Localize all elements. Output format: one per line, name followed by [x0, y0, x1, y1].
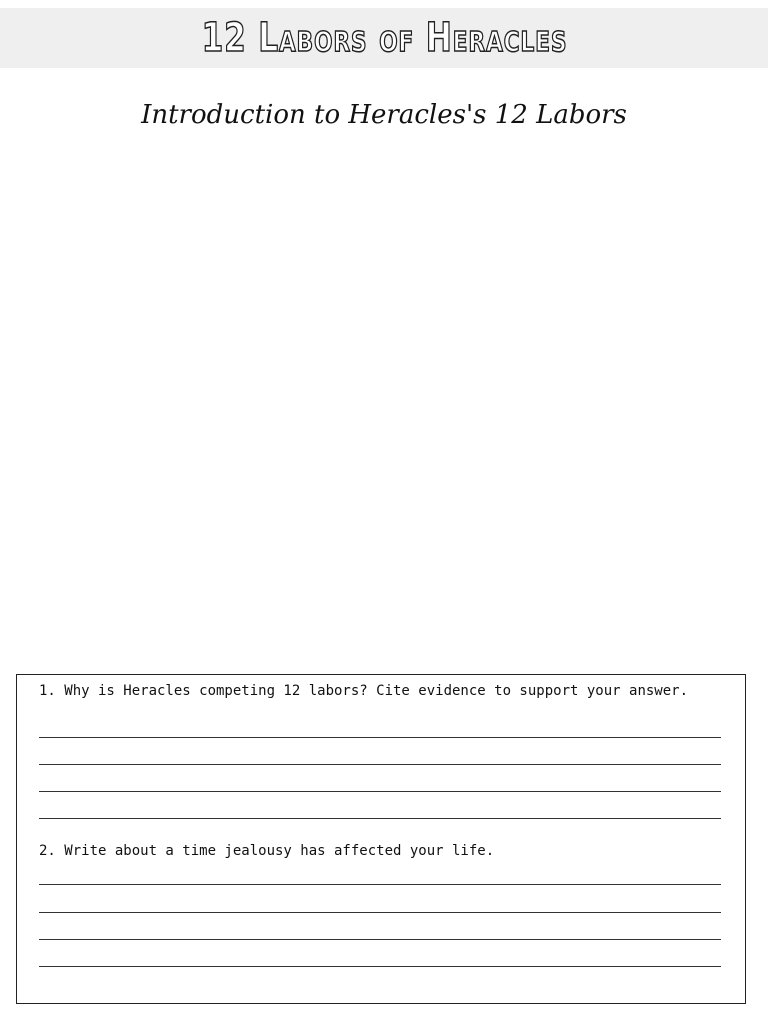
question-2: 2. Write about a time jealousy has affected your life.	[39, 843, 495, 859]
section-subtitle: Introduction to Heracles's 12 Labors	[141, 100, 627, 130]
answer-line-q2-4[interactable]	[39, 966, 721, 967]
answer-line-q2-3[interactable]	[39, 939, 721, 940]
answer-line-q1-4[interactable]	[39, 818, 721, 819]
answer-line-q1-2[interactable]	[39, 764, 721, 765]
answer-line-q2-1[interactable]	[39, 884, 721, 885]
answer-line-q1-3[interactable]	[39, 791, 721, 792]
title-bar	[0, 8, 768, 68]
answer-line-q2-2[interactable]	[39, 912, 721, 913]
question-1: 1. Why is Heracles competing 12 labors? Cite evidence to support your answer.	[39, 683, 689, 699]
page-title: 12 Labors of Heracles	[201, 15, 567, 61]
questions-box	[16, 674, 746, 1004]
answer-line-q1-1[interactable]	[39, 737, 721, 738]
